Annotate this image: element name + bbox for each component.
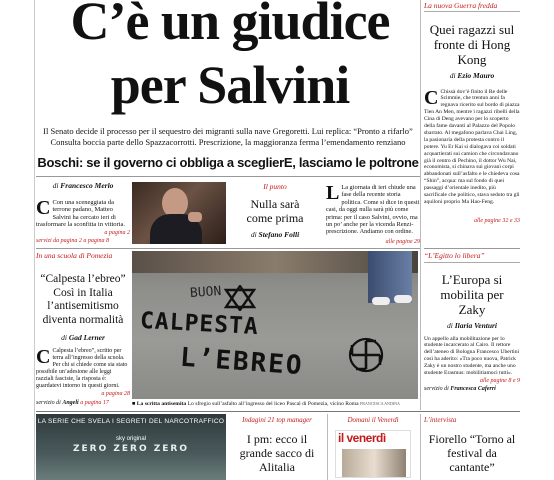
sidebar-title: Quei ragazzi sul fronte di Hong Kong xyxy=(429,22,515,67)
body-text: La giornata di ieri chiude una fase della recente storia politica. Come si dice in questi casi, da oggi nulla sarà più come prima: per il caso Salvini, ovvio, ma un po’ anche per la vicenda Renzi-prescrizione. Andiamo con ordine. xyxy=(326,184,420,236)
credit xyxy=(36,399,130,408)
kicker: Indagini 21 top manager xyxy=(242,416,312,424)
credit-prefix: servizio di xyxy=(424,386,449,393)
sidebar-byline xyxy=(424,72,520,81)
body-text: Chissà dov’è finito il Re delle Scimmie, che trentun anni fa regnava ricerito sul bordo di piazza Tien An Men, mentre i ragazzi ribelli della Cina di Deng avevano per lo scoperto della fame davanti al Palazzo del Popolo sbarrato. Al megafono parlava Chai Ling, la pasionaria della protesta contro il potere. Yu Er Kai si dialogava coi soldati acquartierati sui camion che circondavano già il centro di Pechino, il dottor Wu Nai, economista, si chinava sui giovani corpi abbandonati sull’asfalto e le chiedeva cosa “Shin”, acqua: ma sul fondo di quei passaggi d’orientale inedito, più sacrificale che politico, stava seduto tra gli aquiloni proprio Ma Hao-Feng. xyxy=(424,88,520,205)
graffiti-line-2: L’EBREO xyxy=(179,342,305,382)
main-headline-line-2: per Salvini xyxy=(110,55,350,115)
photo-caption xyxy=(132,400,418,408)
left-margin-rule xyxy=(34,0,35,480)
credit-name: Angeli xyxy=(62,399,79,406)
rule xyxy=(36,411,520,412)
merlo-article xyxy=(36,182,130,246)
byline-prefix: di xyxy=(61,333,67,342)
byline-name: Ezio Mauro xyxy=(457,71,495,80)
title: “Calpesta l’ebreo” Così in Italia l’antisemitismo diventa normalità xyxy=(40,273,126,326)
byline xyxy=(36,182,130,191)
caption-label-text: La scritta antisemita xyxy=(136,401,187,407)
main-subhead: Boschi: se il governo ci obbliga a sceglierE, lasciamo le poltrone xyxy=(37,155,419,170)
main-summary xyxy=(36,126,420,148)
credit-prefix: servizio di xyxy=(36,399,61,406)
sidebar-kicker: La nuova Guerra fredda xyxy=(424,1,498,10)
caption-label: ■ xyxy=(132,401,137,407)
photo-shoe-2 xyxy=(394,295,412,303)
continues xyxy=(36,229,130,238)
sidebar-body xyxy=(424,89,520,217)
byline xyxy=(424,322,520,331)
continues-2: servizi xyxy=(36,238,52,245)
venerdi-promo[interactable] xyxy=(330,416,416,478)
antisemitism-article xyxy=(36,251,130,407)
byline-prefix: di xyxy=(446,321,453,330)
continues: alle pagine 29 xyxy=(385,238,420,245)
ad-brand: sky original xyxy=(115,436,146,442)
drop-cap: C xyxy=(36,196,51,219)
credit-page: a pagina 17 xyxy=(80,399,109,406)
salvini-photo xyxy=(132,182,226,244)
ad-tagline: LA SERIE CHE SVELA I SEGRETI DEL NARCOTRAFFICO xyxy=(37,418,225,425)
article-body xyxy=(36,196,130,229)
punto-byline xyxy=(230,231,320,240)
title: L’Europa si mobilita per Zaky xyxy=(440,272,504,317)
byline-name: Ilaria Venturi xyxy=(454,321,498,330)
body xyxy=(326,184,420,236)
byline-prefix: di xyxy=(52,181,59,190)
sidebar-top xyxy=(424,0,520,225)
rule xyxy=(36,248,420,249)
summary-line-2: Consulta boccia parte dello Spazzacorrotti. Prescrizione, la maggioranza ferma l’emendamento renziano xyxy=(50,137,406,147)
tv-ad[interactable] xyxy=(36,414,226,480)
punto-kicker: Il punto xyxy=(263,182,287,191)
magazine-masthead: il venerdì xyxy=(338,431,386,445)
fiorello-interview xyxy=(424,416,520,474)
column-rule xyxy=(420,414,421,480)
kicker: L’intervista xyxy=(424,416,457,424)
magazine-photo xyxy=(342,449,406,478)
punto-box xyxy=(230,182,320,240)
byline-name: Francesco Merlo xyxy=(60,181,114,190)
continues-3: da pagina 2 a pagina 8 xyxy=(53,238,110,245)
alitalia-article xyxy=(230,416,324,474)
byline-name: Stefano Folli xyxy=(258,230,300,239)
photo-shoe xyxy=(372,297,390,305)
photo-credit: FRANCESCA ANDINA xyxy=(360,401,400,406)
credit xyxy=(424,385,520,394)
punto-title: Nulla sarà come prima xyxy=(246,197,304,225)
byline-prefix: di xyxy=(449,71,456,80)
ad-title: ZERO ZERO ZERO xyxy=(72,444,190,454)
rule xyxy=(424,262,520,263)
body: Un appello alla mobilitazione per lo studente incarcerato al Cairo. Il rettore dell’ateneo di Bologna Francesco Ubertini così ha aderito: «Tra poco nuova, Patrick Zaky è un nostro studente, ma anche uno studente Erasmus: mobilitiamoci tutti». xyxy=(424,335,520,377)
continues-servizi xyxy=(36,237,130,246)
continues: a pagina 28 xyxy=(101,391,130,398)
title: I pm: ecco il grande sacco di Alitalia xyxy=(239,432,315,474)
byline-prefix: di xyxy=(250,230,257,239)
main-headline-line-1: C’è un giudice xyxy=(70,0,390,51)
rule xyxy=(424,11,520,12)
swastika-icon xyxy=(346,335,386,375)
graffiti-buon: BUON xyxy=(189,283,222,302)
graffiti-photo xyxy=(132,251,418,399)
kicker: “L’Egitto lo libera” xyxy=(424,251,485,260)
drop-cap: C xyxy=(36,345,51,368)
kicker: In una scuola di Pomezia xyxy=(36,251,113,260)
credit-name: Francesca Caferri xyxy=(450,386,496,393)
summary-line-1: Il Senato decide il processo per il sequestro dei migranti sulla nave Gregoretti. Lui replica: “Pronto a rifarlo” xyxy=(43,126,413,136)
continues: alle pagine 8 e 9 xyxy=(480,377,520,384)
kicker: Domani il Venerdì xyxy=(347,416,399,424)
byline xyxy=(36,334,130,343)
continues-1: a pagina 2 xyxy=(104,229,130,236)
continues: alle pagine 32 e 33 xyxy=(474,217,520,224)
zaky-article xyxy=(424,251,520,394)
drop-cap: C xyxy=(424,88,439,109)
rule xyxy=(36,176,420,177)
star-of-david-icon xyxy=(224,285,256,311)
sidebar-rule xyxy=(420,0,421,410)
rule xyxy=(424,248,520,249)
magazine-cover xyxy=(335,430,411,478)
byline-name: Gad Lerner xyxy=(68,333,105,342)
title: Fiorello “Torno al festival da cantante” xyxy=(428,432,516,474)
punto-body xyxy=(326,184,420,246)
graffiti-line-1: CALPESTA xyxy=(139,307,260,341)
drop-cap: L xyxy=(326,182,340,204)
body-text: Con una sceneggiata da terrone padano, Matteo Salvini ha cercato ieri di trasformare la sconfitta in vittoria. xyxy=(36,198,125,229)
column-rule xyxy=(327,414,328,480)
body xyxy=(36,345,130,391)
body-text: Calpesta l’ebreo”, scritto per terra all’ingresso della scuola. Per chi si chiede come sia stato possibile un’adesione alle leggi razziali fasciste, la risposta è: guardatevi intorno in questi giorni. xyxy=(36,347,128,389)
caption-text: Lo sfregio sull’asfalto all’ingresso del liceo Pascal di Pomezia, vicino Roma xyxy=(187,401,359,407)
photo-hand xyxy=(188,212,202,222)
